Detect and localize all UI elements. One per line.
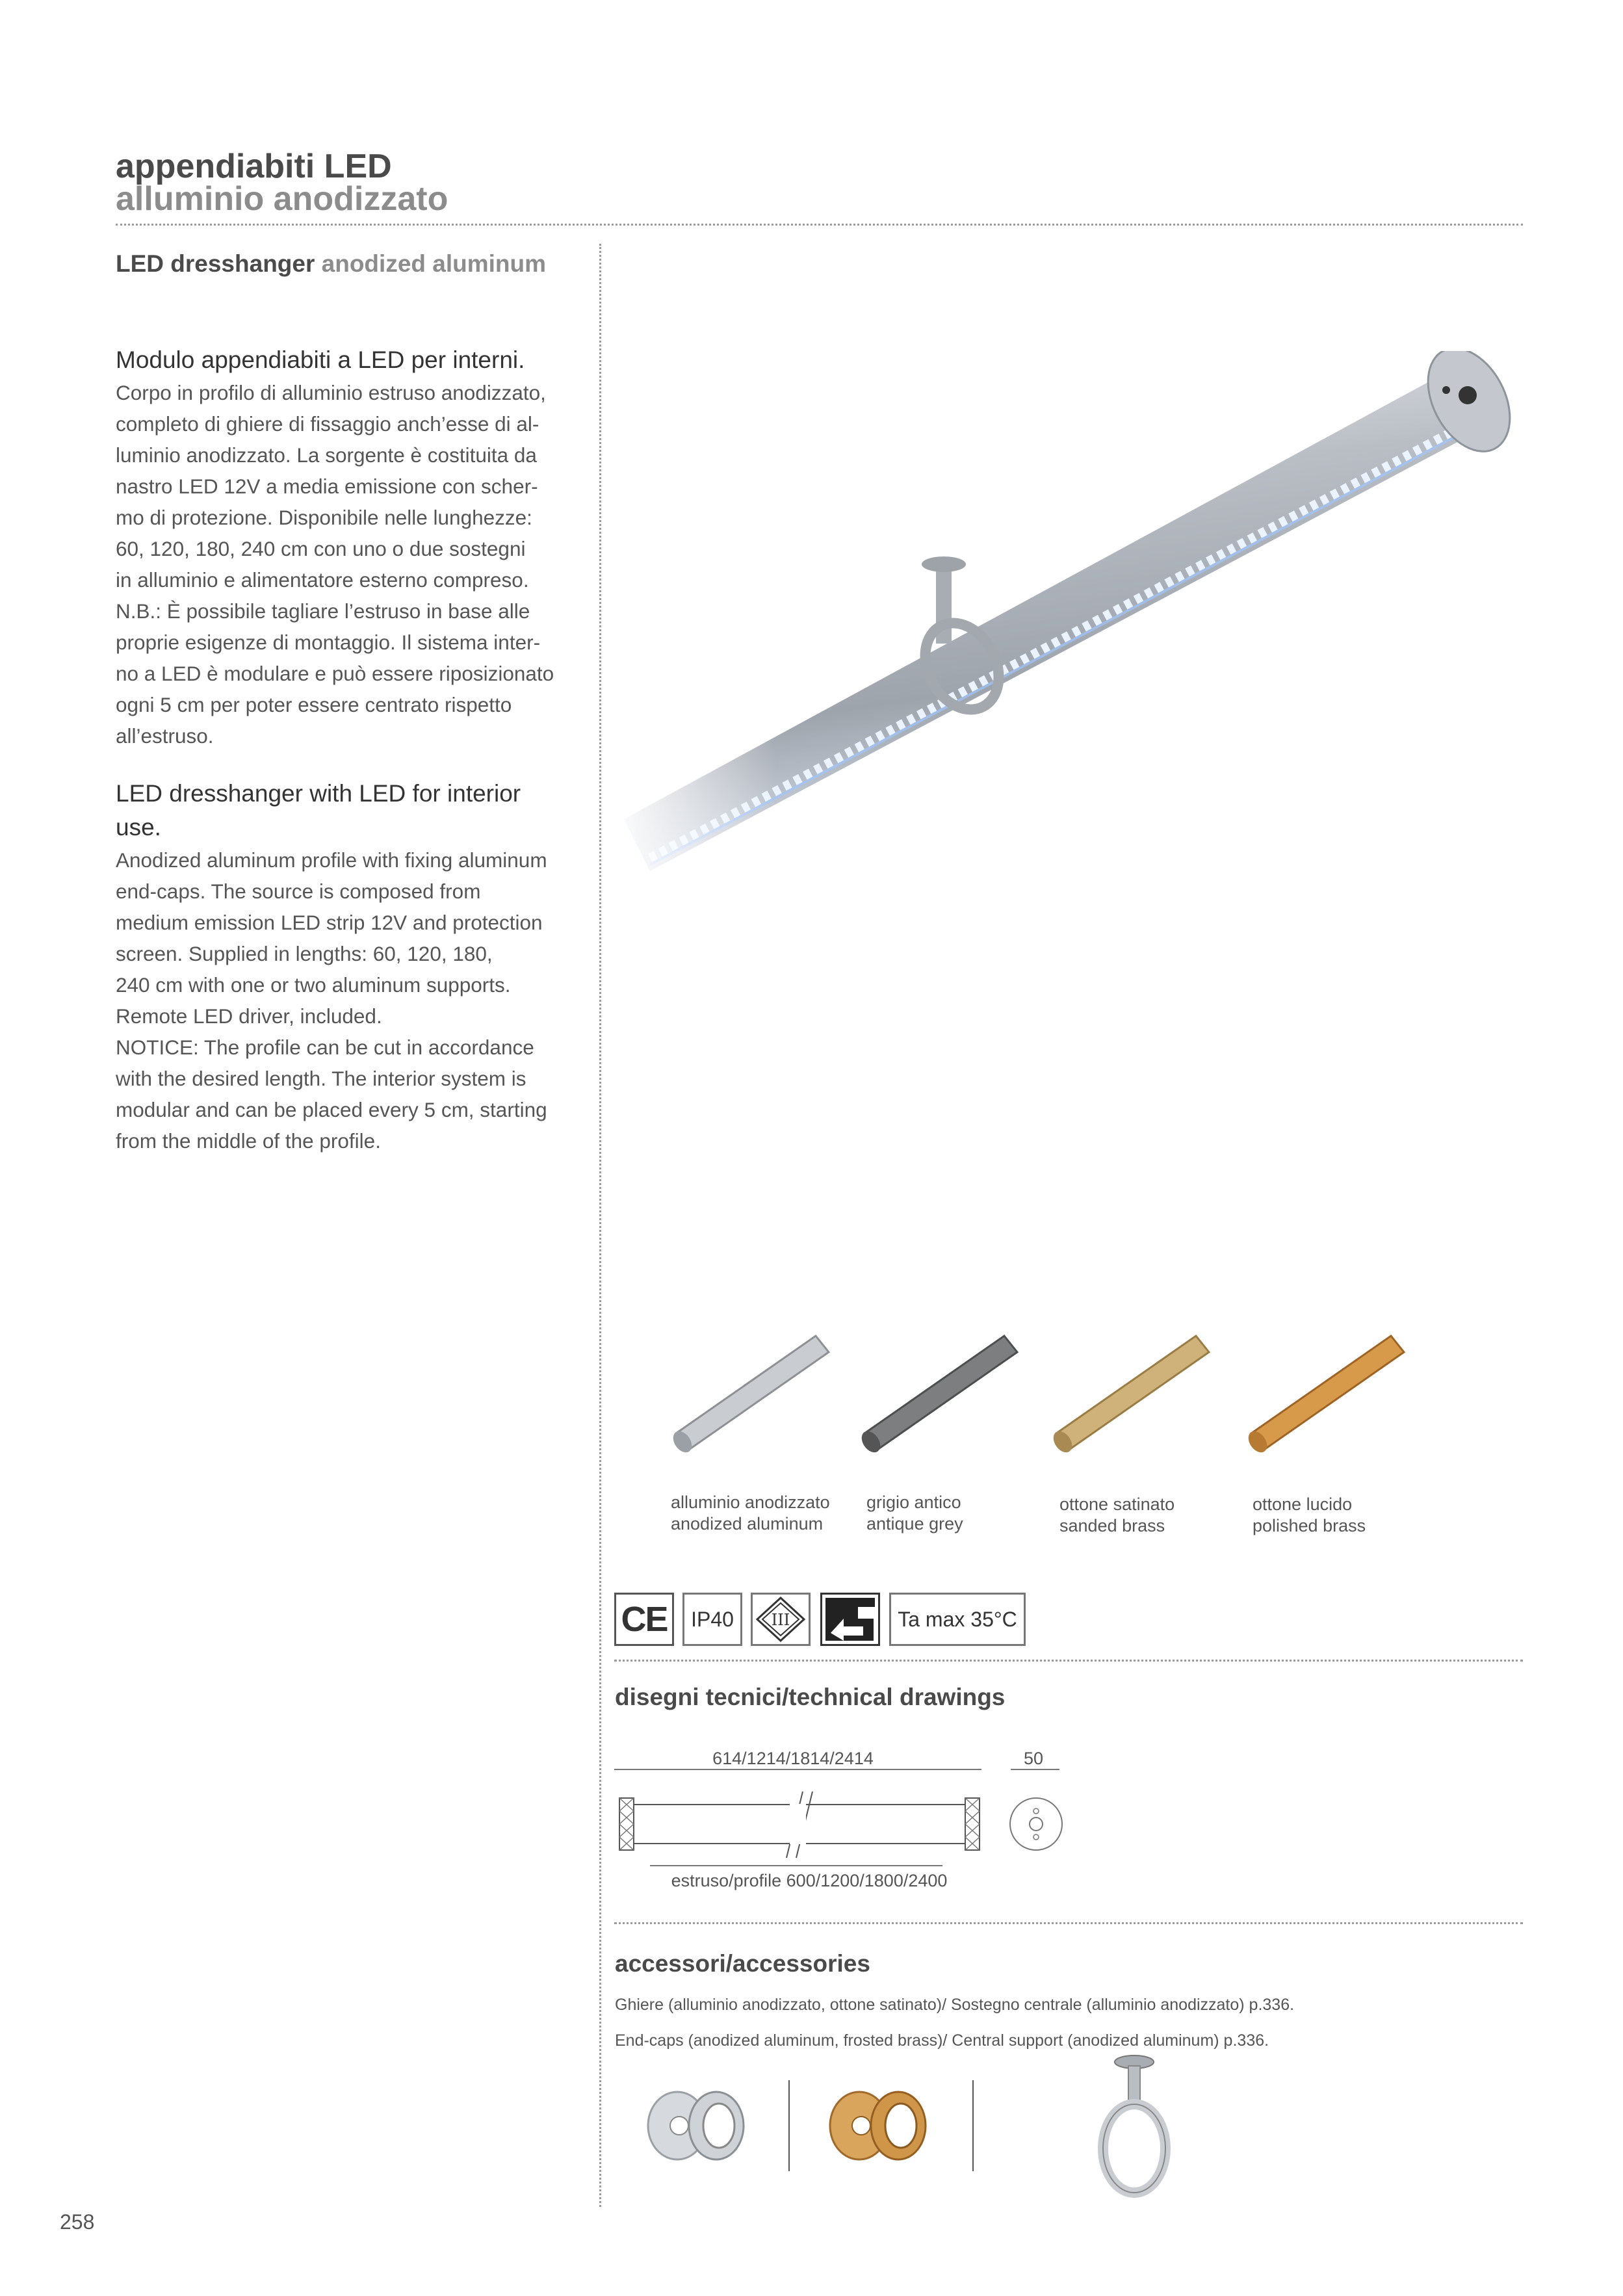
finish-label: grigio antico antique grey [866,1493,963,1533]
temperature-badge: Ta max 35°C [889,1593,1026,1646]
desc-it-line: Corpo in profilo di alluminio estruso anodizzato, [116,381,546,404]
swatch-sanded-brass [1050,1323,1219,1466]
finish-label: ottone lucido polished brass [1253,1494,1366,1535]
desc-en-line: 240 cm with one or two aluminum supports. [116,973,511,997]
desc-it-line: proprie esigenze di montaggio. Il sistema inter- [116,631,541,654]
english-subtitle-grey: anodized aluminum [321,250,547,277]
section-divider [614,1660,1523,1662]
header-divider [116,224,1523,226]
ip-rating-badge: IP40 [682,1593,742,1646]
profile-dimension-label: estruso/profile 600/1200/1800/2400 [671,1871,948,1890]
desc-en-line: with the desired length. The interior system is [116,1067,526,1090]
swatch-polished-brass [1245,1323,1414,1466]
flammable-surface-icon [820,1593,880,1646]
accessory-divider [788,2080,790,2171]
desc-it-line: luminio anodizzato. La sorgente è costituita da [116,443,537,467]
finish-label: ottone satinato sanded brass [1059,1494,1175,1535]
accessories-line-en: End-caps (anodized aluminum, frosted brass)/ Central support (anodized aluminum) p.336. [615,2031,1269,2050]
desc-en-line: from the middle of the profile. [116,1129,381,1153]
page-title: appendiabiti LED [116,148,392,185]
desc-it-line: N.B.: È possibile tagliare l’estruso in base alle [116,599,530,623]
desc-it-line: 60, 120, 180, 240 cm con uno o due sostegni [116,537,526,560]
drawings-heading: disegni tecnici/technical drawings [615,1684,1006,1710]
class-iii-icon [751,1593,811,1646]
svg-text:III: III [771,1611,790,1629]
section-divider [614,1922,1523,1924]
accessories-heading: accessori/accessories [615,1950,870,1977]
ce-mark-icon: CE [614,1593,674,1646]
desc-en-line: screen. Supplied in lengths: 60, 120, 180, [116,942,493,965]
desc-en-line: NOTICE: The profile can be cut in accordance [116,1036,534,1059]
page-subtitle: alluminio anodizzato [116,180,448,218]
swatch-antique-grey [858,1323,1027,1466]
aluminum-end-caps-image [643,2080,754,2171]
support-plate [922,556,966,572]
desc-it-line: all’estruso. [116,724,214,748]
accessory-divider [972,2080,974,2171]
technical-drawing [614,1767,1069,1871]
column-divider [599,244,601,2207]
desc-en-line: modular and can be placed every 5 cm, starting [116,1098,547,1121]
brass-end-caps-image [825,2080,936,2171]
diameter-dimension-label: 50 [1023,1749,1044,1768]
desc-en-line: Anodized aluminum profile with fixing aluminum [116,848,547,872]
description-en [116,777,564,1156]
desc-en-line: Remote LED driver, included. [116,1004,382,1028]
desc-it-line: in alluminio e alimentatore esterno compreso. [116,568,529,592]
desc-it-line: completo di ghiere di fissaggio anch’esse di al- [116,412,539,436]
desc-it-line: no a LED è modulare e può essere riposizionato [116,662,554,685]
description-it-heading: Modulo appendiabiti a LED per interni. [116,346,525,373]
product-photo [611,351,1534,871]
english-subtitle [116,250,546,278]
description-it [116,343,564,751]
accessories-line-it: Ghiere (alluminio anodizzato, ottone satinato)/ Sostegno centrale (alluminio anodizzato) p.336. [615,1996,1295,2014]
central-support-image [1085,2054,1183,2204]
finish-label: alluminio anodizzato anodized aluminum [671,1493,830,1533]
desc-it-line: ogni 5 cm per poter essere centrato rispetto [116,693,512,716]
desc-en-line: medium emission LED strip 12V and protection [116,911,543,934]
desc-en-line: end-caps. The source is composed from [116,880,481,903]
length-dimension-label: 614/1214/1814/2414 [712,1749,874,1768]
desc-it-line: mo di protezione. Disponibile nelle lunghezze: [116,506,532,529]
english-subtitle-bold: LED dresshanger [116,250,315,277]
description-en-heading: LED dresshanger with LED for interior use. [116,780,521,841]
desc-it-line: nastro LED 12V a media emissione con scher- [116,475,538,498]
swatch-anodized-aluminum [669,1323,838,1466]
page-number: 258 [60,2210,95,2234]
